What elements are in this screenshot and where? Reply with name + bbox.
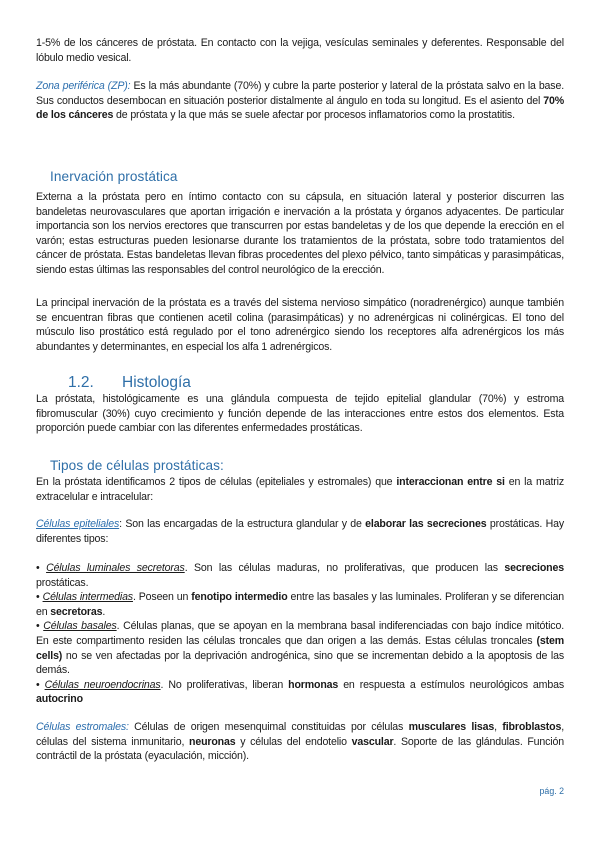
bold-text: musculares lisas bbox=[408, 721, 495, 733]
paragraph-zona-central-end bbox=[36, 36, 564, 65]
paragraph-text: Células de origen mesenquimal constituidas por células bbox=[128, 721, 409, 733]
paragraph-text: en la matriz extracelular e intracelular: bbox=[36, 476, 564, 503]
term-neuroendocrinas: Células neuroendocrinas bbox=[44, 678, 161, 691]
paragraph-zona-periferica bbox=[36, 79, 564, 123]
page-number: pág. 2 bbox=[539, 786, 564, 796]
term-intermedias: Células intermedias bbox=[42, 591, 133, 604]
bold-text: neuronas bbox=[189, 735, 236, 748]
paragraph-text: . Células planas, que se apoyan en la membrana basal indiferenciadas con bajo índice mitótico. En este compartimento residen las células troncales que dan origen a las demás. Estas células troncales bbox=[36, 620, 564, 647]
paragraph-celulas-estromales bbox=[36, 720, 564, 764]
list-item: • Células neuroendocrinas. No proliferativas, liberan hormonas en respuesta a estímulos neurológicos ambas autocrino bbox=[36, 678, 564, 706]
bold-text: fenotipo intermedio bbox=[191, 591, 288, 604]
bold-text: secreciones bbox=[504, 562, 564, 574]
paragraph-text: entre las basales y las luminales. Proliferan y se diferencian en bbox=[36, 591, 564, 618]
term-celulas-epiteliales: Células epiteliales bbox=[36, 518, 120, 530]
bold-text: autocrino bbox=[36, 693, 83, 706]
bold-text: (stem cells) bbox=[36, 634, 564, 662]
bold-text: hormonas bbox=[288, 678, 339, 691]
bold-text: interaccionan entre si bbox=[396, 476, 505, 488]
paragraph-text: . Poseen un bbox=[132, 591, 192, 604]
paragraph-inervacion-1 bbox=[36, 190, 564, 278]
paragraph-text: en respuesta a estímulos neurológicos ambas bbox=[338, 678, 564, 691]
paragraph-text: prostáticas. Hay diferentes tipos: bbox=[36, 518, 564, 545]
paragraph-text: . No proliferativas, liberan bbox=[160, 678, 289, 691]
term-celulas-estromales: Células estromales: bbox=[36, 721, 129, 733]
paragraph-text: . Soporte de las glándulas. Función contráctil de la próstata (eyaculación, micción). bbox=[36, 735, 564, 763]
paragraph-histologia bbox=[36, 392, 564, 436]
term-basales: Células basales bbox=[43, 620, 117, 633]
heading-inervacion: Inervación prostática bbox=[50, 169, 178, 184]
paragraph-text: de próstata y la que más se suele afectar por procesos inflamatorios como la prostatitis. bbox=[113, 109, 515, 122]
paragraph-text: : Son las encargadas de la estructura glandular y de bbox=[119, 518, 366, 530]
term-luminales: Células luminales secretoras bbox=[46, 562, 185, 574]
paragraph-celulas-epiteliales bbox=[36, 517, 564, 546]
paragraph-text: 1-5% de los cánceres de próstata. En contacto con la vejiga, vesículas seminales y deferentes. Responsable del lóbulo medio vesical. bbox=[36, 37, 564, 64]
paragraph-text: Externa a la próstata pero en íntimo contacto con su cápsula, en situación lateral y posterior discurren las bandeletas neurovasculares que aportan irrigación e inervación a la próstata y órganos adyacentes. De particular importancia son los nervios erectores que transcurren por estas bandeletas y de los que depende la erección en el varón; estas estructuras pueden lesionarse durante los tratamientos de la próstata, sobre todo tratamientos del cáncer de próstata. Estas bandeletas llevan fibras procedentes del plexo pélvico, tanto simpáticas y parasimpáticas, siendo estas últimas las responsables del control neurológico de la erección. bbox=[36, 191, 564, 276]
paragraph-text: La próstata, histológicamente es una glándula compuesta de tejido epitelial glandular (70%) y estroma fibromuscular (30%) cuyo crecimiento y función depende de las interacciones entre estos dos elementos. Esta proporción puede cambiar con las diferentes enfermedades prostáticas. bbox=[36, 393, 564, 435]
list-item: • Células intermedias. Poseen un fenotipo intermedio entre las basales y las luminales. Proliferan y se diferencian en secretoras. bbox=[36, 591, 564, 618]
bold-text: fibroblastos bbox=[502, 721, 562, 733]
heading-histologia bbox=[68, 374, 191, 392]
cell-type-list bbox=[36, 561, 564, 707]
paragraph-text: . bbox=[102, 605, 106, 618]
paragraph-text: , bbox=[494, 721, 503, 733]
section-title: Histología bbox=[122, 374, 191, 391]
bold-text: 70% de los cánceres bbox=[36, 94, 564, 122]
paragraph-text: En la próstata identificamos 2 tipos de células (epiteliales y estromales) que bbox=[36, 476, 397, 488]
list-item: • Células luminales secretoras. Son las células maduras, no proliferativas, que producen las secreciones prostáticas. bbox=[36, 562, 564, 589]
bold-text: vascular bbox=[351, 735, 394, 748]
paragraph-text: prostáticas. bbox=[36, 576, 89, 589]
paragraph-tipos-intro bbox=[36, 475, 564, 504]
heading-tipos-celulas: Tipos de células prostáticas: bbox=[50, 458, 224, 473]
bold-text: secretoras bbox=[50, 605, 103, 618]
paragraph-text: no se ven afectadas por la deprivación androgénica, sino que se incrementan debido a la apoptosis de las demás. bbox=[36, 649, 564, 677]
paragraph-text: . Son las células maduras, no proliferativas, que producen las bbox=[184, 562, 505, 574]
paragraph-inervacion-2 bbox=[36, 296, 564, 354]
term-zona-periferica: Zona periférica (ZP): bbox=[36, 80, 131, 92]
paragraph-text: Es la más abundante (70%) y cubre la parte posterior y lateral de la próstata salvo en la base. Sus conductos desembocan en situación posterior distalmente al ángulo en toda su longitud. Es el asiento del bbox=[36, 80, 564, 107]
list-item: • Células basales. Células planas, que se apoyan en la membrana basal indiferenciadas con bajo índice mitótico. En este compartimento residen las células troncales que dan origen a las demás. Estas células troncales (stem cells) no se ven afectadas por la deprivación androgénica, sino que se incrementan debido a la apoptosis de las demás. bbox=[36, 620, 564, 677]
paragraph-text: , células del sistema inmunitario, bbox=[36, 721, 564, 748]
section-number: 1.2. bbox=[68, 374, 94, 391]
bold-text: elaborar las secreciones bbox=[365, 518, 487, 530]
paragraph-text: y células del endotelio bbox=[235, 735, 352, 748]
paragraph-text: La principal inervación de la próstata es a través del sistema nervioso simpático (noradrenérgico) aunque también se encuentran fibras que contienen acetil colina (parasimpáticas) y no adrenérgicas ni colinérgicas. El tono del músculo liso prostático está regulado por el tono adrenérgico siendo los receptores alfa adrenérgicos los más abundantes y determinantes, en especial los alfa 1 adrenérgicos. bbox=[36, 297, 564, 353]
